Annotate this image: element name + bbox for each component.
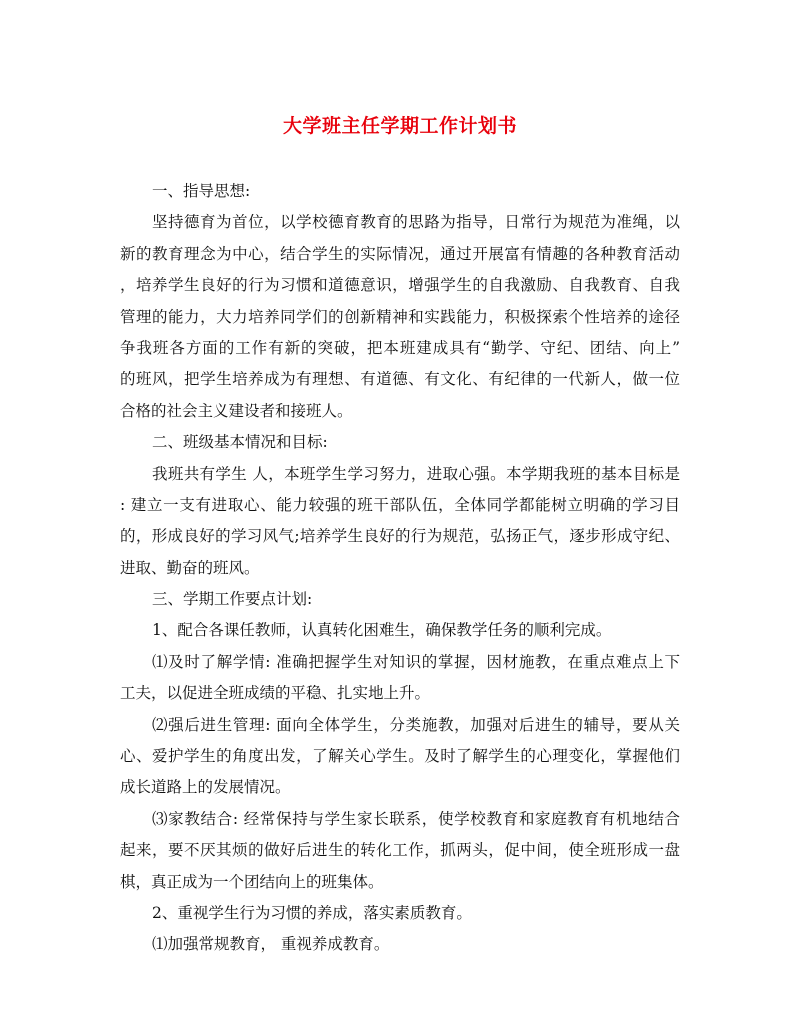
text-line: 争我班各方面的工作有新的突破，把本班建成具有“勤学、守纪、团结、向上” (120, 338, 680, 357)
text-line: 一、指导思想: (152, 182, 251, 200)
text-line: 新的教育理念为中心，结合学生的实际情况，通过开展富有情趣的各种教育活动 (120, 244, 680, 263)
text-line: 起来，要不厌其烦的做好后进生的转化工作，抓两头，促中间，使全班形成一盘 (120, 841, 680, 860)
text-line: ⑵强后进生管理: 面向全体学生，分类施教，加强对后进生的辅导，要从关 (152, 715, 680, 734)
document-body (120, 176, 680, 961)
text-line: 进取、勤奋的班风。 (120, 558, 260, 577)
text-line: 坚持德育为首位，以学校德育教育的思路为指导，日常行为规范为准绳，以 (152, 213, 680, 232)
text-line: ⑶家教结合: 经常保持与学生家长联系，使学校教育和家庭教育有机地结合 (152, 809, 680, 828)
text-line: 二、班级基本情况和目标: (152, 433, 328, 452)
text-line: 管理的能力，大力培养同学们的创新精神和实践能力，积极探索个性培养的途径 (120, 307, 680, 326)
text-line: 1、配合各课任教师，认真转化困难生，确保教学任务的顺利完成。 (152, 621, 612, 640)
text-line: 的，形成良好的学习风气;培养学生良好的行为规范，弘扬正气，逐步形成守纪、 (120, 527, 680, 546)
text-line: 我班共有学生 人，本班学生学习努力，进取心强。本学期我班的基本目标是 (152, 464, 680, 483)
text-line: ，培养学生良好的行为习惯和道德意识，增强学生的自我激励、自我教育、自我 (120, 276, 680, 295)
text-line: 工夫，以促进全班成绩的平稳、扎实地上升。 (120, 684, 431, 703)
text-line: 棋，真正成为一个团结向上的班集体。 (120, 872, 384, 891)
text-line: 的班风，把学生培养成为有理想、有道德、有文化、有纪律的一代新人，做一位 (120, 370, 680, 389)
text-line: 合格的社会主义建设者和接班人。 (120, 401, 353, 420)
document-title: 大学班主任学期工作计划书 (282, 115, 517, 137)
text-line: 成长道路上的发展情况。 (120, 778, 291, 797)
text-line: ⑴加强常规教育， 重视养成教育。 (152, 935, 390, 954)
text-line: ⑴及时了解学情: 准确把握学生对知识的掌握，因材施教，在重点难点上下 (152, 652, 680, 671)
text-line: : 建立一支有进取心、能力较强的班干部队伍，全体同学都能树立明确的学习目 (120, 495, 680, 514)
text-line: 2、重视学生行为习惯的养成，落实素质教育。 (152, 903, 472, 922)
text-line: 三、学期工作要点计划: (152, 590, 313, 609)
text-line: 心、爱护学生的角度出发，了解关心学生。及时了解学生的心理变化，掌握他们 (120, 747, 680, 766)
